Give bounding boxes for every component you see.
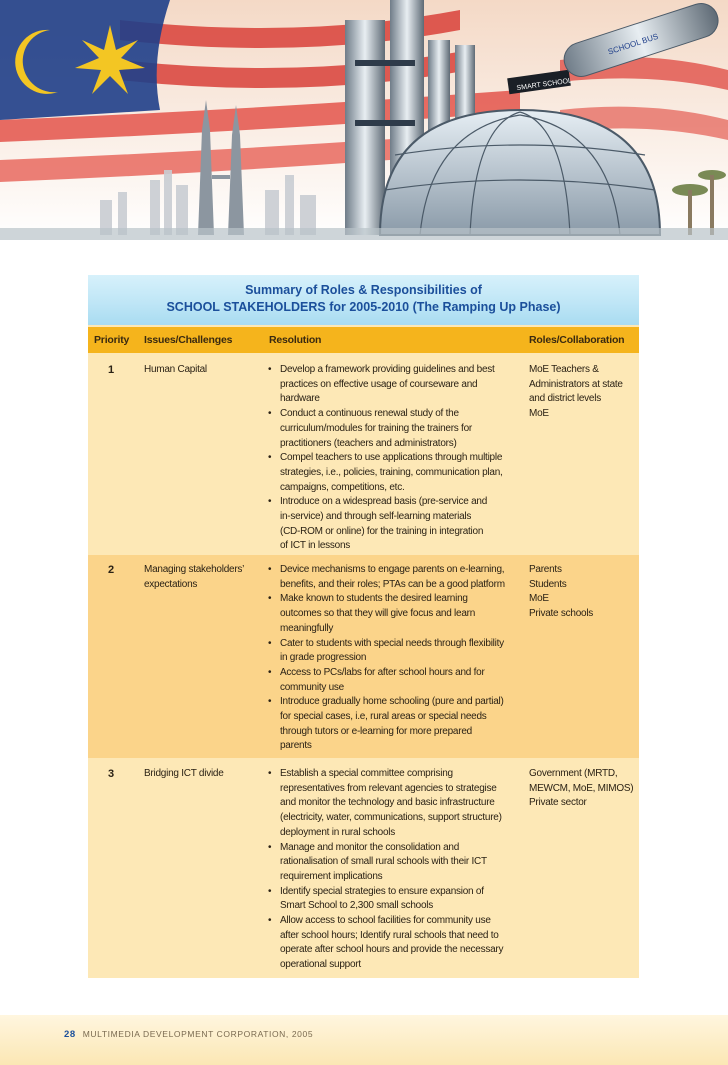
resolution-bullet: [268, 592, 505, 636]
resolution-line: benefits, and their roles; PTAs can be a good platform: [280, 578, 505, 590]
bullet-icon: •: [268, 768, 272, 779]
role-line: Private sector: [529, 797, 587, 809]
priority-cell: 3: [108, 768, 114, 780]
resolution-line: Cater to students with special needs through flexibility: [280, 637, 504, 649]
resolution-bullet: [268, 695, 505, 754]
resolution-line: requirement implications: [280, 870, 383, 882]
role-line: Government (MRTD,: [529, 768, 618, 779]
issue-line: Managing stakeholders’: [144, 564, 245, 575]
resolution-line: Make known to students the desired learning: [280, 593, 468, 605]
table-header-row: [88, 327, 639, 353]
resolution-line: rationalisation of small rural schools with their ICT: [280, 856, 487, 868]
resolution-cell: [268, 767, 503, 973]
role-line: MEWCM, MoE, MIMOS): [529, 782, 634, 794]
header-issues: Issues/Challenges: [144, 334, 233, 346]
resolution-line: outcomes so that they will give focus and learn: [280, 608, 476, 620]
bullet-icon: •: [268, 841, 272, 853]
issue-cell: [144, 767, 224, 782]
resolution-line: after school hours; Identify rural schools that need to: [280, 929, 499, 941]
table-row: [88, 759, 639, 978]
role-line: Students: [529, 578, 567, 590]
resolution-line: Device mechanisms to engage parents on e-learning,: [280, 564, 505, 575]
table-title: [88, 275, 639, 325]
resolution-bullet: [268, 495, 503, 554]
resolution-line: Identify special strategies to ensure expansion of: [280, 885, 484, 897]
resolution-bullet: [268, 841, 503, 885]
resolution-bullet: [268, 666, 505, 695]
header-priority: Priority: [94, 334, 130, 346]
bullet-icon: •: [268, 496, 272, 508]
resolution-line: through tutors or e-learning for more prepared: [280, 725, 472, 737]
resolution-line: practitioners (teachers and administrators): [280, 437, 457, 449]
resolution-line: campaigns, competitions, etc.: [280, 481, 405, 493]
bullet-icon: •: [268, 696, 272, 708]
table-title-line1: Summary of Roles & Responsibilities of: [245, 283, 482, 297]
issue-line: expectations: [144, 578, 198, 590]
resolution-line: Conduct a continuous renewal study of the: [280, 408, 459, 420]
bullet-icon: •: [268, 408, 272, 420]
resolution-line: Develop a framework providing guidelines and best: [280, 364, 495, 375]
resolution-line: strategies, i.e., policies, training, communication plan,: [280, 466, 503, 478]
issue-line: Human Capital: [144, 364, 207, 375]
resolution-line: curriculum/modules for training the trainers for: [280, 422, 472, 434]
header-illustration: [0, 0, 728, 240]
resolution-bullet: [268, 451, 503, 495]
roles-cell: [529, 767, 633, 811]
resolution-line: of ICT in lessons: [280, 540, 351, 552]
issue-line: Bridging ICT divide: [144, 768, 224, 779]
priority-cell: 2: [108, 564, 114, 576]
bullet-icon: •: [268, 593, 272, 605]
resolution-line: Compel teachers to use applications through multiple: [280, 452, 503, 464]
priority-cell: 1: [108, 364, 114, 376]
resolution-cell: [268, 563, 505, 754]
resolution-line: operational support: [280, 959, 361, 971]
roles-cell: [529, 363, 623, 422]
resolution-line: Allow access to school facilities for community use: [280, 915, 491, 927]
role-line: Parents: [529, 564, 562, 575]
resolution-line: and monitor the technology and basic infrastructure: [280, 797, 495, 809]
resolution-line: (CD-ROM or online) for the training in integration: [280, 525, 484, 537]
resolution-line: hardware: [280, 393, 320, 405]
resolution-bullet: [268, 914, 503, 973]
role-line: MoE Teachers &: [529, 364, 599, 375]
school-bus-label: SCHOOL BUS: [606, 31, 660, 57]
role-line: and district levels: [529, 393, 601, 405]
resolution-line: operate after school hours and provide the necessary: [280, 944, 504, 956]
role-line: MoE: [529, 593, 549, 605]
table-row: [88, 355, 639, 553]
resolution-line: Manage and monitor the consolidation and: [280, 841, 460, 853]
issue-cell: [144, 363, 207, 378]
resolution-bullet: [268, 885, 503, 914]
header-resolution: Resolution: [269, 334, 322, 346]
resolution-line: for special cases, i.e, rural areas or special needs: [280, 711, 487, 723]
resolution-bullet: [268, 637, 505, 666]
resolution-bullet: [268, 363, 503, 407]
resolution-line: meaningfully: [280, 622, 334, 634]
footer-credit: MULTIMEDIA DEVELOPMENT CORPORATION, 2005: [82, 1029, 314, 1039]
roles-cell: [529, 563, 593, 622]
resolution-cell: [268, 363, 503, 554]
resolution-line: community use: [280, 681, 344, 693]
bullet-icon: •: [268, 637, 272, 649]
resolution-line: Introduce on a widespread basis (pre-service and: [280, 496, 488, 508]
issue-cell: [144, 563, 244, 592]
table-row: [88, 555, 639, 758]
resolution-line: Access to PCs/labs for after school hours and for: [280, 666, 485, 678]
smart-school-sign: SMART SCHOOL: [516, 77, 573, 93]
header-roles: Roles/Collaboration: [529, 334, 625, 346]
bullet-icon: •: [268, 666, 272, 678]
page-number: 28: [64, 1029, 76, 1040]
resolution-line: deployment in rural schools: [280, 826, 395, 838]
resolution-bullet: [268, 407, 503, 451]
bullet-icon: •: [268, 452, 272, 464]
stakeholder-roles-table: [88, 275, 639, 978]
resolution-line: practices on effective usage of courseware and: [280, 378, 478, 390]
page-footer: [0, 1015, 728, 1065]
table-title-line2: SCHOOL STAKEHOLDERS for 2005-2010 (The Ramping Up Phase): [166, 300, 561, 314]
resolution-line: Introduce gradually home schooling (pure and partial): [280, 696, 504, 708]
resolution-line: Establish a special committee comprising: [280, 768, 453, 779]
bullet-icon: •: [268, 564, 272, 575]
bullet-icon: •: [268, 885, 272, 897]
bullet-icon: •: [268, 364, 272, 375]
resolution-line: Smart School to 2,300 small schools: [280, 900, 433, 912]
bullet-icon: •: [268, 915, 272, 927]
role-line: Administrators at state: [529, 378, 623, 390]
role-line: Private schools: [529, 608, 594, 620]
resolution-line: in grade progression: [280, 652, 367, 664]
resolution-bullet: [268, 563, 505, 592]
resolution-line: in-service) and through self-learning materials: [280, 511, 472, 523]
role-line: MoE: [529, 408, 549, 420]
resolution-line: (electricity, water, communications, support structure): [280, 812, 502, 824]
resolution-line: representatives from relevant agencies to strategise: [280, 782, 497, 794]
resolution-bullet: [268, 767, 503, 841]
resolution-line: parents: [280, 740, 312, 752]
